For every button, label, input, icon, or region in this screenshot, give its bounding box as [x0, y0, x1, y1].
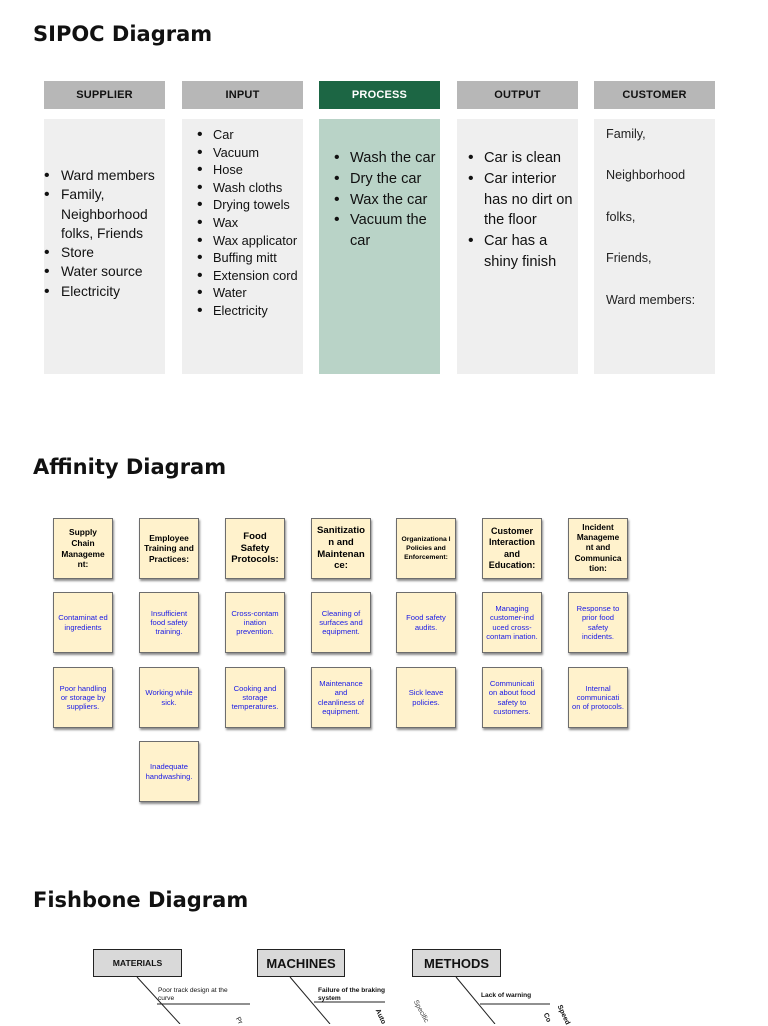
affinity-header-note: Customer Interaction and Education:: [482, 518, 542, 579]
affinity-item-note: Food safety audits.: [396, 592, 456, 653]
customer-line: folks,: [606, 210, 636, 224]
affinity-item-note: Maintenance and cleanliness of equipment.: [311, 667, 371, 728]
list-item: • Dry the car: [332, 169, 436, 190]
list-item: • Family, Neighborhood folks, Friends: [44, 185, 161, 243]
affinity-header-note: Organizationa l Policies and Enforcement:: [396, 518, 456, 579]
affinity-header-note: Employee Training and Practices:: [139, 518, 199, 579]
list-item: • Wax: [195, 214, 299, 232]
list-item: • Car has a shiny finish: [466, 231, 574, 273]
fishbone-category-materials: MATERIALS: [93, 949, 182, 977]
list-item: • Electricity: [44, 282, 161, 301]
list-item: • Water source: [44, 262, 161, 281]
affinity-item-note: Cleaning of surfaces and equipment.: [311, 592, 371, 653]
affinity-header-note: Food Safety Protocols:: [225, 518, 285, 579]
affinity-item-note: Managing customer-ind uced cross-contam ination.: [482, 592, 542, 653]
fishbone-cause-label: Lack of warning: [481, 992, 532, 999]
affinity-item-note: Response to prior food safety incidents.: [568, 592, 628, 653]
customer-line: Friends,: [606, 251, 652, 265]
list-item: • Buffing mitt: [195, 249, 299, 267]
list-item: • Car interior has no dirt on the floor: [466, 169, 574, 231]
customer-line: Family,: [606, 127, 646, 141]
sipoc-header-input: INPUT: [182, 81, 303, 109]
customer-line: Ward members:: [606, 293, 696, 307]
list-item: • Hose: [195, 161, 299, 179]
sipoc-title: SIPOC Diagram: [33, 22, 213, 46]
fishbone-category-machines: MACHINES: [257, 949, 345, 977]
sipoc-header-supplier: SUPPLIER: [44, 81, 165, 109]
fishbone-cause-label: Auto: [373, 1008, 387, 1026]
list-item: • Vacuum: [195, 144, 299, 162]
list-item: • Car is clean: [466, 148, 574, 169]
affinity-item-note: Cooking and storage temperatures.: [225, 667, 285, 728]
fishbone-cause-label: Specific: [411, 999, 430, 1024]
list-item: • Extension cord: [195, 267, 299, 285]
affinity-header-note: Sanitizatio n and Maintenan ce:: [311, 518, 371, 579]
affinity-title: Affinity Diagram: [33, 455, 227, 479]
list-item: • Wax the car: [332, 190, 436, 211]
affinity-item-note: Contaminat ed ingredients: [53, 592, 113, 653]
fishbone-category-methods: METHODS: [412, 949, 501, 977]
fishbone-cause-label: Pr: [233, 1016, 244, 1026]
list-item: • Store: [44, 243, 161, 262]
affinity-item-note: Insufficient food safety training.: [139, 592, 199, 653]
sipoc-header-process: PROCESS: [319, 81, 440, 109]
fishbone-cause-label: Co: [541, 1012, 552, 1024]
fishbone-cause-label: Poor track design at the curve: [158, 987, 228, 1002]
list-item: • Electricity: [195, 302, 299, 320]
sipoc-header-customer: CUSTOMER: [594, 81, 715, 109]
customer-line: Neighborhood: [606, 168, 686, 182]
fishbone-title: Fishbone Diagram: [33, 888, 249, 912]
list-item: • Wash the car: [332, 148, 436, 169]
affinity-item-note: Inadequate handwashing.: [139, 741, 199, 802]
list-item: • Car: [195, 126, 299, 144]
list-item: • Wash cloths: [195, 179, 299, 197]
affinity-item-note: Communicati on about food safety to customers.: [482, 667, 542, 728]
affinity-item-note: Working while sick.: [139, 667, 199, 728]
affinity-item-note: Cross-contam ination prevention.: [225, 592, 285, 653]
list-item: • Vacuum the car: [332, 210, 436, 252]
affinity-header-note: Supply Chain Manageme nt:: [53, 518, 113, 579]
affinity-header-note: Incident Manageme nt and Communica tion:: [568, 518, 628, 579]
fishbone-cause-label: Failure of the braking system: [318, 987, 386, 1002]
affinity-item-note: Sick leave policies.: [396, 667, 456, 728]
methods-bone: [456, 977, 495, 1024]
list-item: • Water: [195, 284, 299, 302]
affinity-item-note: Internal communicati on of protocols.: [568, 667, 628, 728]
affinity-item-note: Poor handling or storage by suppliers.: [53, 667, 113, 728]
list-item: • Drying towels: [195, 196, 299, 214]
list-item: • Wax applicator: [195, 232, 299, 250]
list-item: • Ward members: [44, 166, 161, 185]
sipoc-header-output: OUTPUT: [457, 81, 578, 109]
fishbone-cause-label: Speed: [555, 1004, 571, 1026]
